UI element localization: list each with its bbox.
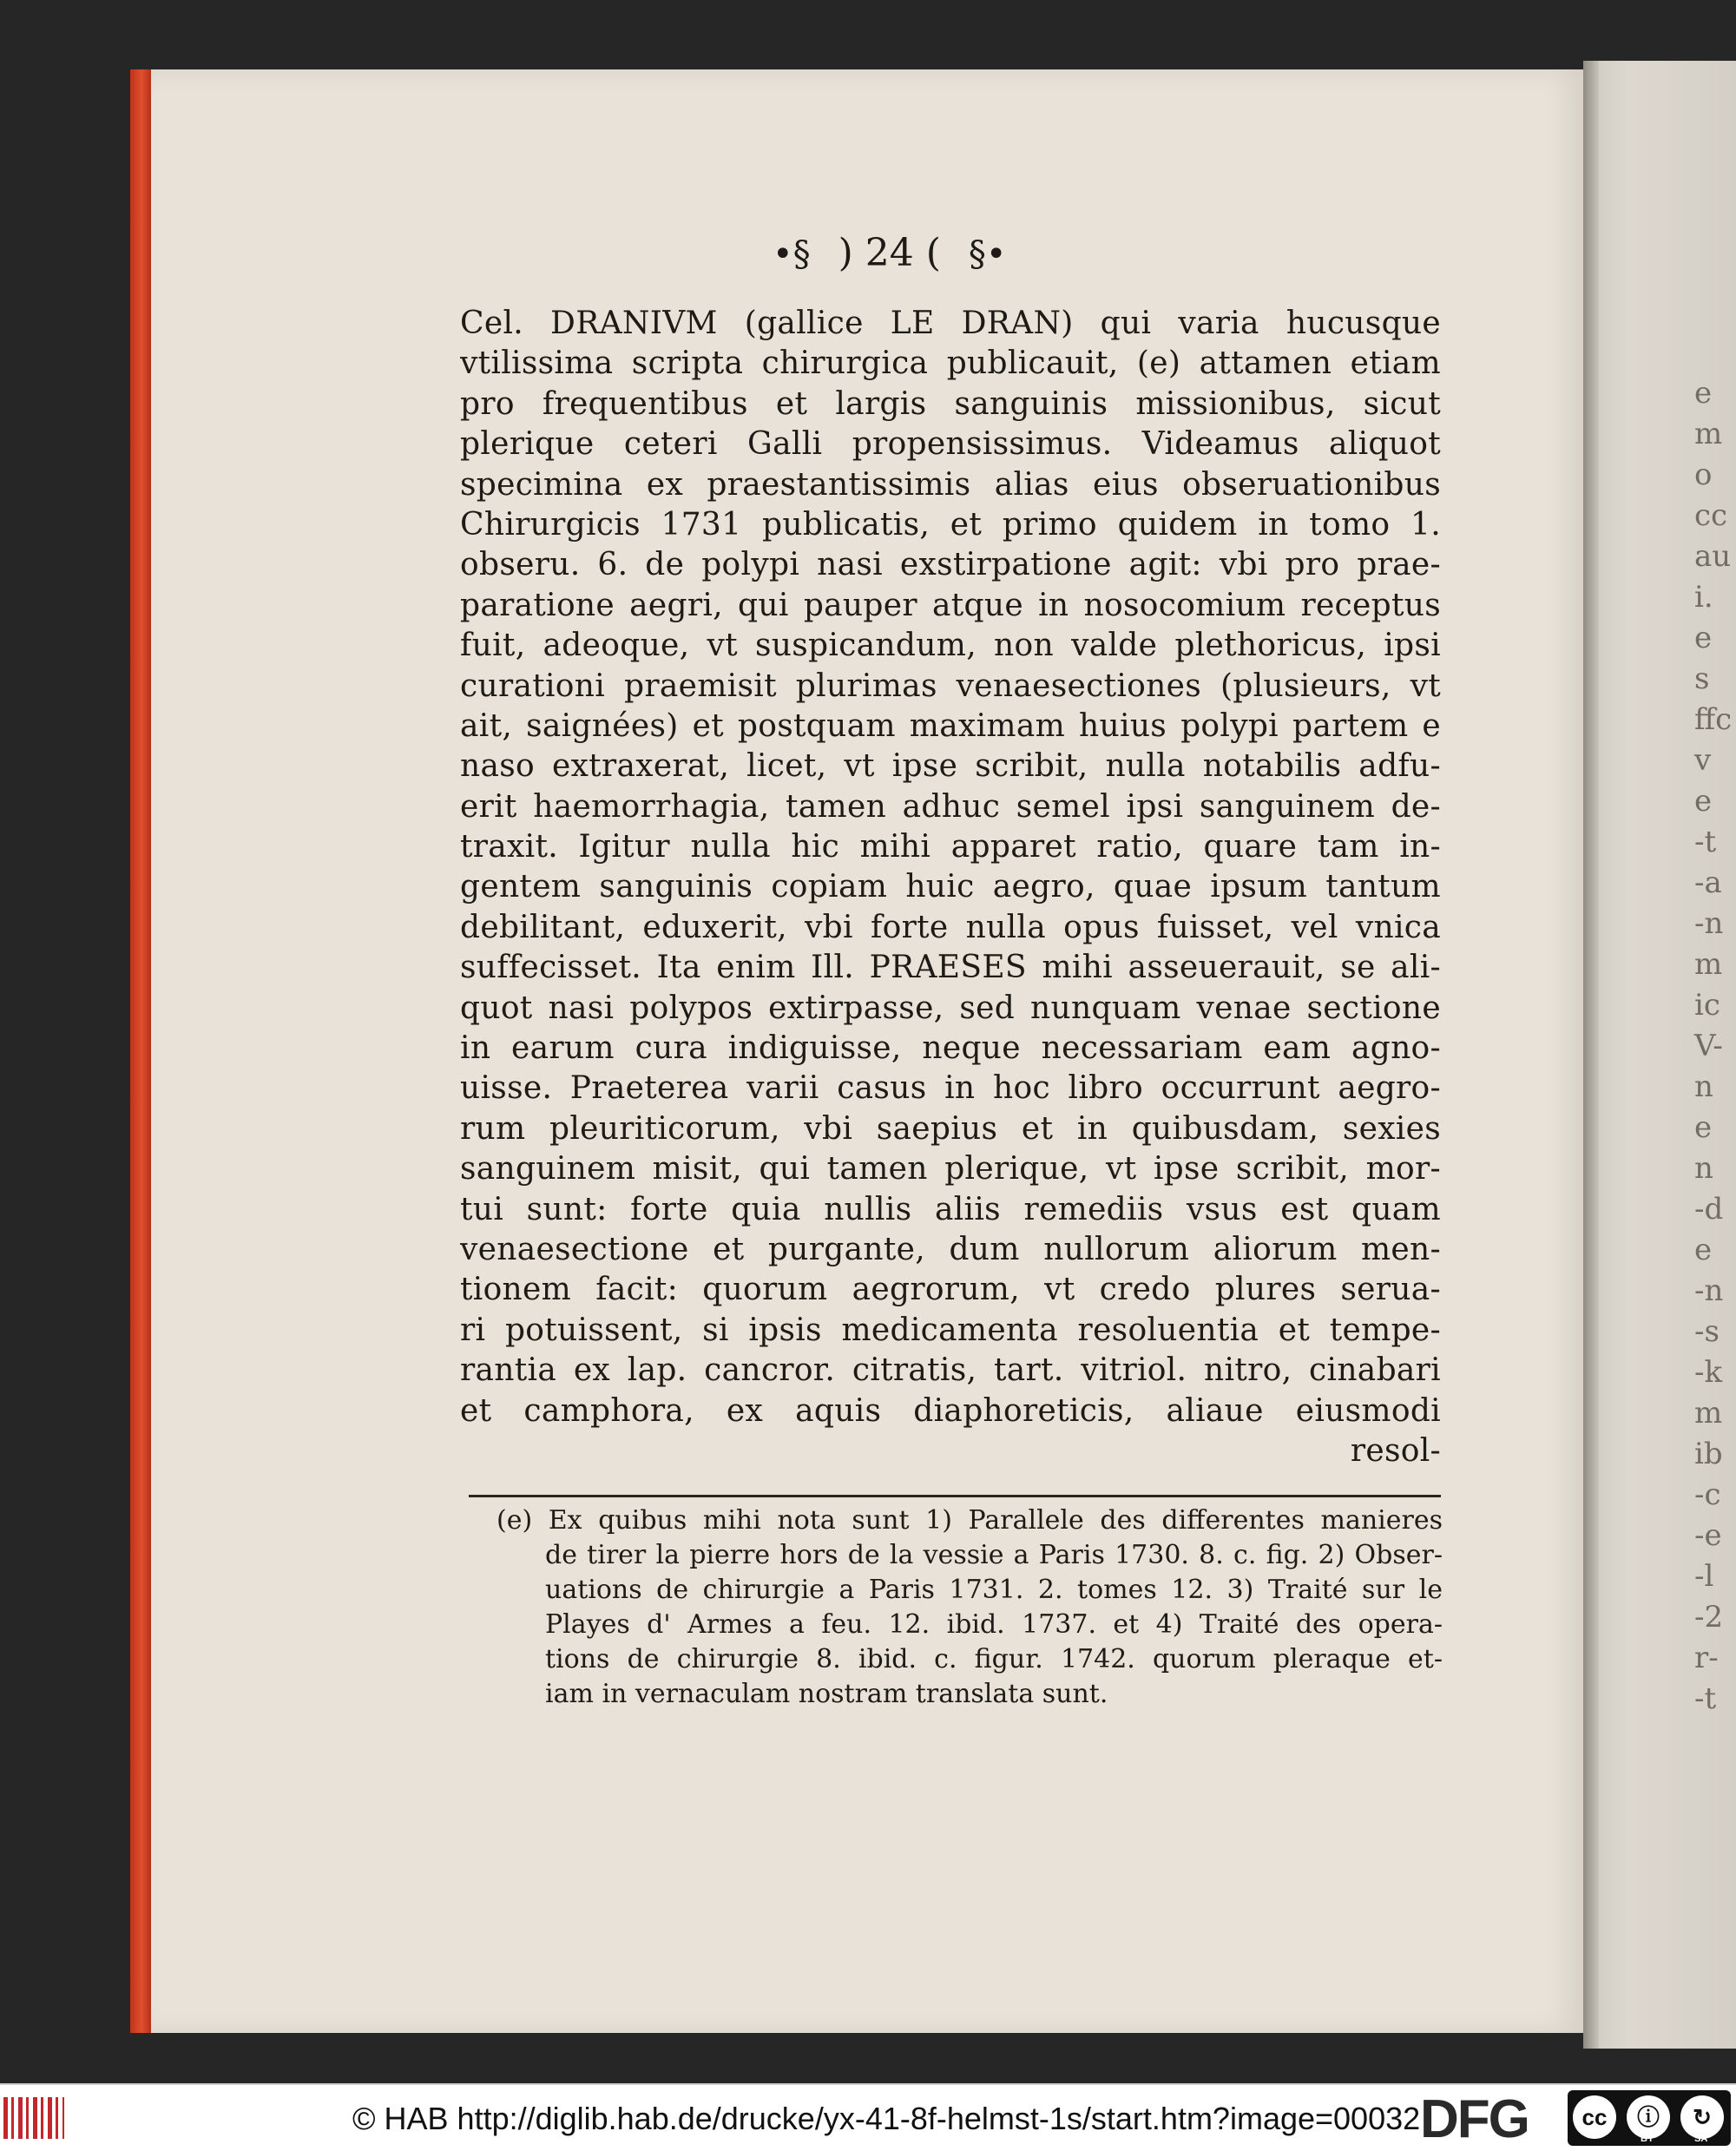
body-line: tionem facit: quorum aegrorum, vt credo plures serua-	[460, 1272, 1441, 1308]
body-line: suffecisset. Ita enim Ill. PRAESES mihi asseuerauit, se ali-	[460, 950, 1441, 986]
body-line: vtilissima scripta chirurgica publicauit, (e) attamen etiam	[460, 345, 1441, 382]
facing-page-fragment: r-	[1694, 1641, 1719, 1675]
facing-page-fragment: ffc	[1694, 702, 1733, 737]
facing-page-fragment: -t	[1694, 825, 1717, 859]
body-line: fuit, adeoque, vt suspicandum, non valde plethoricus, ipsi	[460, 628, 1441, 664]
facing-page-fragment: -k	[1694, 1355, 1723, 1390]
body-line: ait, saignées) et postquam maximam huius polypi partem e	[460, 707, 1441, 744]
hab-logo-icon[interactable]	[3, 2097, 64, 2139]
viewer-footer	[0, 2083, 1736, 2151]
facing-page-fragment: -a	[1694, 865, 1722, 900]
body-line: erit haemorrhagia, tamen adhuc semel ipsi sanguinem de-	[460, 788, 1441, 825]
cc-license-badge[interactable]	[1568, 2090, 1731, 2146]
body-line: rum pleuriticorum, vbi saepius et in quibusdam, sexies	[460, 1110, 1441, 1147]
body-line: Cel. DRANIVM (gallice LE DRAN) qui varia hucusque	[460, 306, 1441, 341]
body-line: uisse. Praeterea varii casus in hoc libro occurrunt aegro-	[460, 1070, 1441, 1107]
facing-page-fragment: n	[1694, 1151, 1713, 1186]
body-line: specimina ex praestantissimis alias eius obseruationibus	[460, 466, 1441, 503]
facing-page-fragment: o	[1694, 457, 1713, 492]
facing-page-fragment: -e	[1694, 1518, 1722, 1553]
right-ornament-icon: §•	[968, 234, 1007, 274]
body-line: traxit. Igitur nulla hic mihi apparet ratio, quare tam in-	[460, 829, 1441, 865]
facing-page-fragment: m	[1694, 1396, 1723, 1431]
footnote-line: tions de chirurgie 8. ibid. c. figur. 1742. quorum pleraque et-	[545, 1644, 1443, 1674]
footnote	[496, 1503, 1443, 1712]
license-sa-label: SA	[1694, 2134, 1708, 2144]
body-line: gentem sanguinis copiam huic aegro, quae ipsum tantum	[460, 869, 1441, 905]
facing-page-fragment: e	[1694, 1233, 1713, 1267]
facing-page	[1583, 61, 1736, 2049]
facing-page-fragment: e	[1694, 784, 1713, 819]
facing-page-fragment: m	[1694, 417, 1723, 451]
dfg-logo[interactable]: DFG	[1420, 2089, 1529, 2149]
body-line: rantia ex lap. cancror. citratis, tart. vitriol. nitro, cinabari	[460, 1352, 1441, 1389]
page-header	[773, 231, 1137, 283]
footnote-rule	[469, 1495, 1441, 1497]
page-gutter	[1583, 61, 1599, 2049]
cc-icon: cc	[1573, 2095, 1616, 2139]
facing-page-fragment: -2	[1694, 1600, 1724, 1635]
facing-page-fragment: -c	[1694, 1477, 1721, 1512]
catchword: resol-	[1350, 1432, 1441, 1469]
body-line: sanguinem misit, qui tamen plerique, vt ipse scribit, mor-	[460, 1151, 1441, 1187]
body-line: et camphora, ex aquis diaphoreticis, aliaue eiusmodi	[460, 1392, 1441, 1429]
facing-page-fragment: cc	[1694, 498, 1728, 533]
footnote-line: uations de chirurgie a Paris 1731. 2. tomes 12. 3) Traité sur le	[545, 1575, 1443, 1605]
facing-page-fragment: au	[1694, 539, 1732, 574]
facing-page-fragment: e	[1694, 376, 1713, 411]
facing-page-fragment: -n	[1694, 906, 1724, 941]
body-line: in earum cura indiguisse, neque necessariam eam agno-	[460, 1030, 1441, 1067]
left-ornament-icon: •§	[773, 234, 811, 274]
license-by-label: BY	[1641, 2134, 1654, 2144]
body-line: obseru. 6. de polypi nasi exstirpatione agit: vbi pro prae-	[460, 547, 1441, 583]
facing-page-fragment: -l	[1694, 1559, 1714, 1594]
facing-page-fragment: -t	[1694, 1681, 1717, 1716]
body-line: ri potuissent, si ipsis medicamenta resoluentia et tempe-	[460, 1312, 1441, 1348]
facing-page-fragment: V-	[1694, 1029, 1723, 1063]
facing-page-fragment: -d	[1694, 1192, 1724, 1227]
facing-page-fragment: n	[1694, 1069, 1713, 1104]
footnote-line: de tirer la pierre hors de la vessie a Paris 1730. 8. c. fig. 2) Obser-	[545, 1540, 1443, 1570]
body-line: tui sunt: forte quia nullis aliis remediis vsus est quam	[460, 1191, 1441, 1227]
facing-page-fragment: s	[1694, 661, 1710, 696]
body-line: debilitant, eduxerit, vbi forte nulla opus fuisset, vel vnica	[460, 909, 1441, 945]
body-text	[460, 304, 1441, 1471]
facing-page-fragment: m	[1694, 947, 1723, 982]
body-line: venaesectione et purgante, dum nullorum aliorum men-	[460, 1231, 1441, 1267]
body-line: curationi praemisit plurimas venaesectiones (plusieurs, vt	[460, 668, 1441, 704]
body-line: quot nasi polypos extirpasse, sed nunquam venae sectione	[460, 990, 1441, 1026]
body-line: naso extraxerat, licet, vt ipse scribit, nulla notabilis adfu-	[460, 748, 1441, 785]
facing-page-fragment: e	[1694, 1110, 1713, 1145]
body-line: Chirurgicis 1731 publicatis, et primo quidem in tomo 1.	[460, 506, 1441, 543]
facing-page-fragment: ib	[1694, 1437, 1723, 1471]
share-alike-icon: ↻	[1680, 2095, 1724, 2139]
body-line: paratione aegri, qui pauper atque in nosocomium receptus	[460, 587, 1441, 623]
facing-page-text	[1694, 373, 1736, 1720]
facing-page-fragment: -n	[1694, 1273, 1724, 1308]
by-person-icon: ⓘ	[1627, 2095, 1670, 2139]
facing-page-fragment: v	[1694, 743, 1712, 778]
footnote-line: (e) Ex quibus mihi nota sunt 1) Parallele des differentes manieres	[496, 1505, 1443, 1536]
footnote-line: iam in vernaculam nostram translata sunt.	[545, 1679, 1108, 1709]
facing-page-fragment: i.	[1694, 580, 1713, 615]
facing-page-fragment: -s	[1694, 1314, 1720, 1349]
body-line: plerique ceteri Galli propensissimus. Videamus aliquot	[460, 426, 1441, 463]
footnote-line: Playes d' Armes a feu. 12. ibid. 1737. et 4) Traité des opera-	[545, 1609, 1443, 1640]
body-line: pro frequentibus et largis sanguinis missionibus, sicut	[460, 385, 1441, 422]
facing-page-fragment: ic	[1694, 988, 1720, 1023]
page-number: ) 24 (	[838, 231, 941, 275]
source-credit-link[interactable]: © HAB http://diglib.hab.de/drucke/yx-41-8f-helmst-1s/start.htm?image=00032	[352, 2101, 1421, 2136]
page-edge-red	[130, 69, 153, 2033]
facing-page-fragment: e	[1694, 621, 1713, 655]
